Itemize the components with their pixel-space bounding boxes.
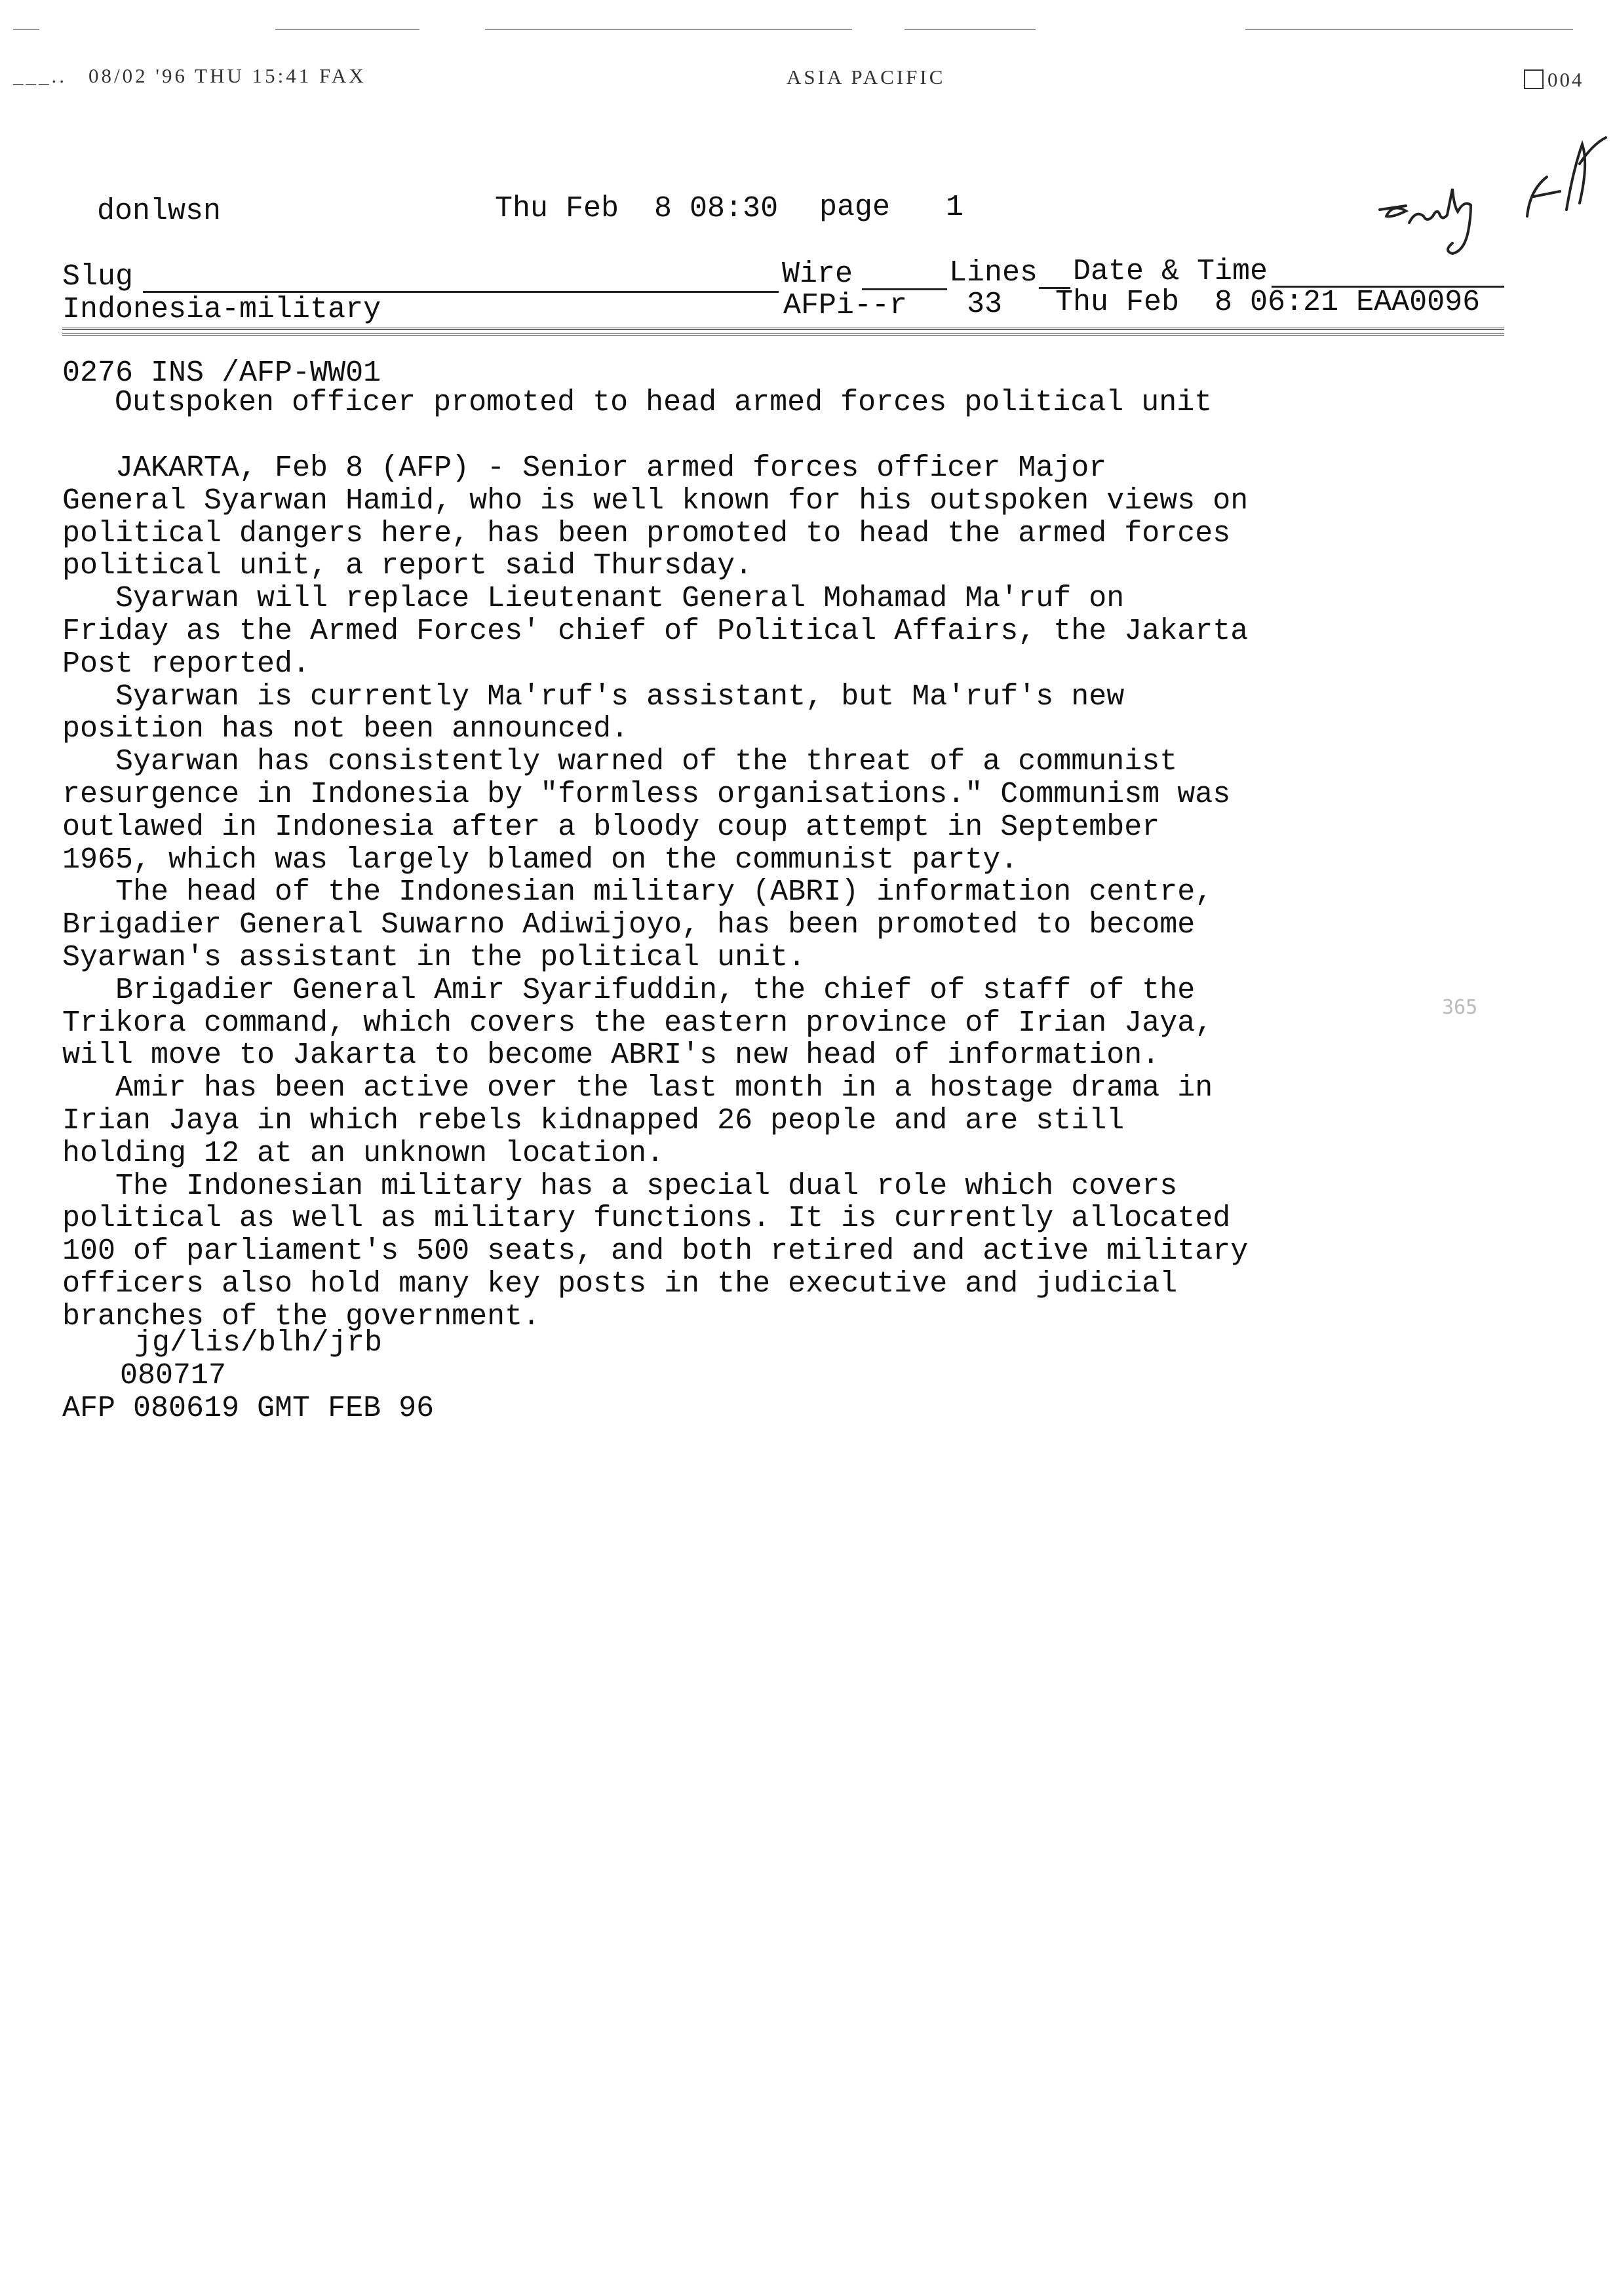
story-line: political dangers here, has been promoted to head the armed forces bbox=[62, 517, 1231, 550]
story-line: Syarwan's assistant in the political unit. bbox=[62, 941, 806, 974]
handwritten-signature bbox=[1370, 124, 1615, 269]
separator-rule bbox=[62, 328, 1504, 335]
wire-value: AFPi--r bbox=[783, 289, 908, 322]
story-line: General Syarwan Hamid, who is well known for his outspoken views on bbox=[62, 484, 1249, 518]
fax-page-code bbox=[1524, 67, 1584, 92]
story-headline: Outspoken officer promoted to head armed forces political unit bbox=[115, 386, 1213, 419]
story-initials: jg/lis/blh/jrb bbox=[134, 1326, 383, 1360]
story-line: Post reported. bbox=[62, 647, 311, 681]
story-line: Amir has been active over the last month in a hostage drama in bbox=[62, 1071, 1213, 1105]
lines-label: Lines bbox=[949, 256, 1038, 290]
story-line: outlawed in Indonesia after a bloody coup attempt in September bbox=[62, 811, 1160, 844]
story-footer: AFP 080619 GMT FEB 96 bbox=[62, 1392, 435, 1425]
margin-stamp: 365 bbox=[1442, 996, 1478, 1019]
story-line: will move to Jakarta to become ABRI's new head of information. bbox=[62, 1039, 1160, 1072]
story-filing-code: 080717 bbox=[120, 1359, 227, 1392]
story-line: Friday as the Armed Forces' chief of Political Affairs, the Jakarta bbox=[62, 615, 1249, 648]
story-line: Irian Jaya in which rebels kidnapped 26 people and are still bbox=[62, 1104, 1125, 1138]
datetime-label: Date & Time bbox=[1073, 255, 1268, 288]
story-line: The head of the Indonesian military (ABRI) information centre, bbox=[62, 875, 1213, 909]
story-line: The Indonesian military has a special dual role which covers bbox=[62, 1170, 1178, 1203]
story-line: holding 12 at an unknown location. bbox=[62, 1137, 665, 1170]
story-line: JAKARTA, Feb 8 (AFP) - Senior armed forces officer Major bbox=[62, 451, 1107, 485]
story-line: Syarwan is currently Ma'ruf's assistant, but Ma'ruf's new bbox=[62, 680, 1125, 714]
checkbox-icon bbox=[1524, 69, 1544, 89]
wire-user: donlwsn bbox=[97, 195, 222, 228]
wire-label: Wire bbox=[782, 258, 853, 291]
story-line: position has not been announced. bbox=[62, 712, 629, 746]
story-line: resurgence in Indonesia by "formless organisations." Communism was bbox=[62, 778, 1231, 811]
story-line: Syarwan will replace Lieutenant General Mohamad Ma'ruf on bbox=[62, 582, 1125, 615]
wire-datetime: Thu Feb 8 08:30 bbox=[495, 192, 779, 225]
fax-department: ASIA PACIFIC bbox=[787, 66, 946, 88]
story-line: 1965, which was largely blamed on the communist party. bbox=[62, 843, 1019, 877]
fax-timestamp: 08/02 '96 THU 15:41 FAX bbox=[88, 64, 366, 87]
fax-dash-prefix: ___.. bbox=[13, 64, 67, 87]
story-line: Syarwan has consistently warned of the threat of a communist bbox=[62, 745, 1178, 778]
story-line: political unit, a report said Thursday. bbox=[62, 549, 753, 583]
fax-noise bbox=[485, 29, 852, 30]
fax-noise bbox=[1245, 29, 1573, 30]
fax-noise bbox=[275, 29, 419, 30]
story-line: Trikora command, which covers the eastern province of Irian Jaya, bbox=[62, 1006, 1213, 1040]
story-line: Brigadier General Suwarno Adiwijoyo, has been promoted to become bbox=[62, 908, 1196, 942]
slug-label: Slug bbox=[62, 260, 134, 294]
fax-page-number: 004 bbox=[1547, 68, 1584, 91]
story-line: branches of the government. bbox=[62, 1300, 541, 1333]
lines-value: 33 bbox=[967, 288, 1003, 321]
story-line: officers also hold many key posts in the executive and judicial bbox=[62, 1267, 1178, 1301]
slug-value: Indonesia-military bbox=[62, 293, 381, 326]
datetime-value: Thu Feb 8 06:21 EAA0096 bbox=[1055, 286, 1481, 319]
story-line: Brigadier General Amir Syarifuddin, the chief of staff of the bbox=[62, 974, 1196, 1007]
story-line: political as well as military functions. It is currently allocated bbox=[62, 1202, 1231, 1235]
fax-noise bbox=[905, 29, 1036, 30]
wire-page-number: 1 bbox=[946, 191, 964, 224]
story-line: 100 of parliament's 500 seats, and both retired and active military bbox=[62, 1234, 1249, 1268]
story-code: 0276 INS /AFP-WW01 bbox=[62, 356, 381, 390]
wire-page-label: page bbox=[819, 191, 891, 224]
fax-noise bbox=[13, 29, 39, 30]
